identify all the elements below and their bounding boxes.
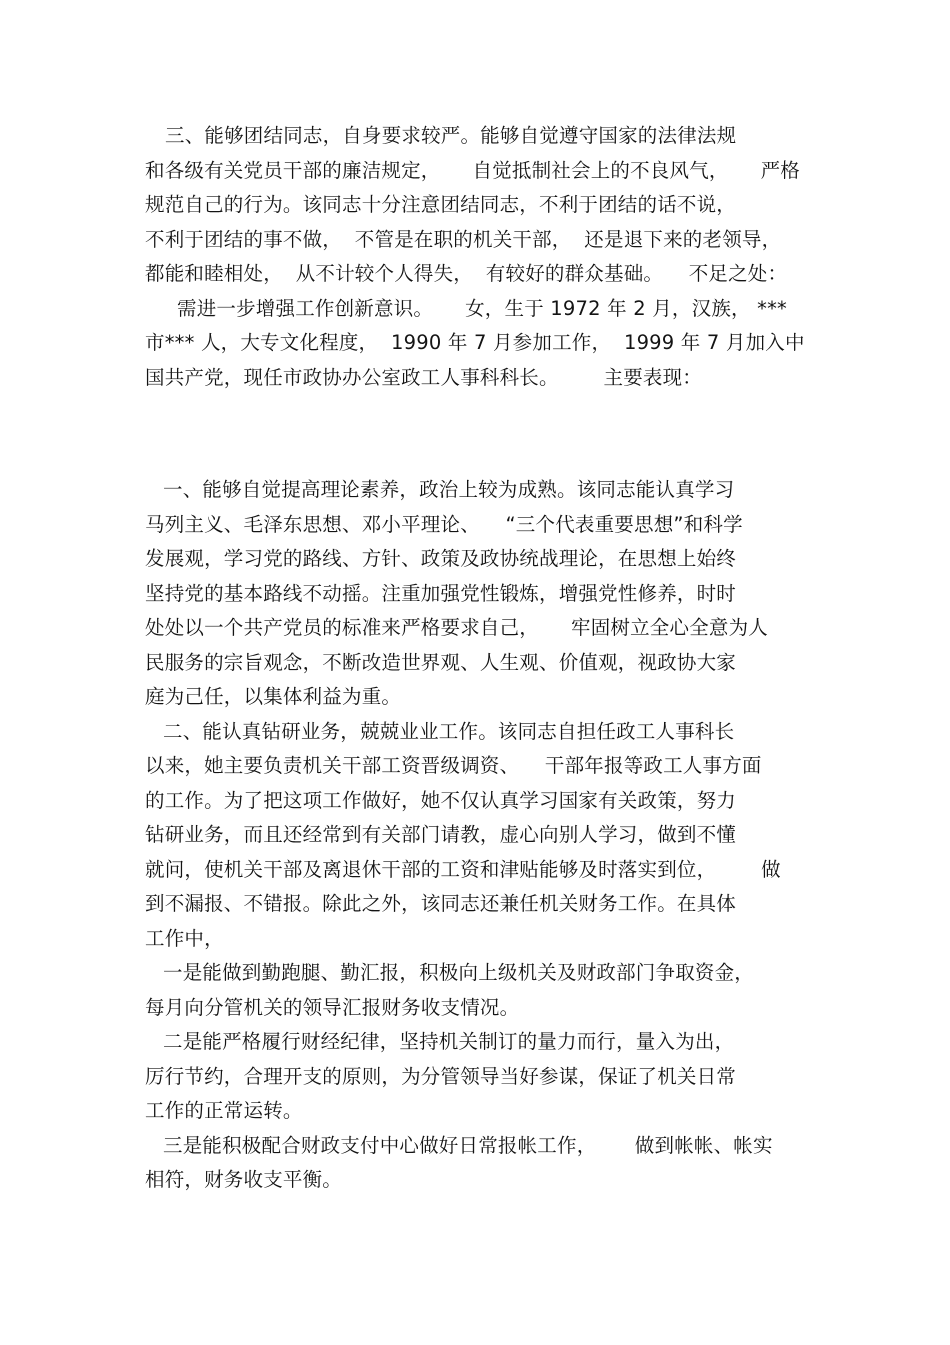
text-line: 民服务的宗旨观念，不断改造世界观、人生观、价值观，视政协大家 bbox=[145, 650, 737, 674]
text-line: 钻研业务，而且还经常到有关部门请教，虚心向别人学习，做到不懂 bbox=[145, 823, 737, 846]
text-line: 规范自己的行为。该同志十分注意团结同志，不利于团结的话不说， bbox=[145, 193, 737, 216]
text-line: 发展观，学习党的路线、方针、政策及政协统战理论，在思想上始终 bbox=[145, 547, 737, 570]
text-line: 不利于团结的事不做， 不管是在职的机关干部， 还是退下来的老领导， bbox=[145, 227, 782, 251]
text-line: 每月向分管机关的领导汇报财务收支情况。 bbox=[145, 995, 520, 1019]
text-line: 需进一步增强工作创新意识。 女，生于 1972 年 2 月，汉族， *** bbox=[177, 296, 787, 320]
text-line: 到不漏报、不错报。除此之外，该同志还兼任机关财务工作。在具体 bbox=[145, 892, 737, 915]
text-line: 坚持党的基本路线不动摇。注重加强党性锻炼，增强党性修养，时时 bbox=[145, 581, 737, 605]
text-line: 马列主义、毛泽东思想、邓小平理论、 “三个代表重要思想”和科学 bbox=[145, 512, 743, 536]
text-line: 一是能做到勤跑腿、勤汇报，积极向上级机关及财政部门争取资金， bbox=[163, 961, 755, 984]
text-line: 庭为己任，以集体利益为重。 bbox=[145, 685, 402, 708]
text-line: 厉行节约，合理开支的原则，为分管领导当好参谋，保证了机关日常 bbox=[145, 1064, 737, 1088]
text-line: 三是能积极配合财政支付中心做好日常报帐工作， 做到帐帐、帐实 bbox=[163, 1133, 773, 1157]
text-line: 国共产党，现任市政协办公室政工人事科科长。 主要表现： bbox=[145, 365, 702, 389]
text-line: 二是能严格履行财经纪律，坚持机关制订的量力而行，量入为出， bbox=[163, 1030, 735, 1053]
section-bottom-text bbox=[145, 473, 815, 1198]
text-line: 二、能认真钻研业务，兢兢业业工作。该同志自担任政工人事科长 bbox=[163, 719, 735, 743]
text-line: 处处以一个共产党员的标准来严格要求自己， 牢固树立全心全意为人 bbox=[145, 616, 768, 639]
text-line: 和各级有关党员干部的廉洁规定， 自觉抵制社会上的不良风气， 严格 bbox=[145, 158, 800, 182]
text-line: 工作中， bbox=[145, 926, 224, 950]
text-line: 三、能够团结同志，自身要求较严。能够自觉遵守国家的法律法规 bbox=[165, 124, 737, 147]
text-line: 市*** 人，大专文化程度， 1990 年 7 月参加工作， 1999 年 7 月加入中 bbox=[145, 331, 805, 354]
text-line: 就问，使机关干部及离退休干部的工资和津贴能够及时落实到位， 做 bbox=[145, 857, 781, 881]
text-line: 一、能够自觉提高理论素养，政治上较为成熟。该同志能认真学习 bbox=[163, 478, 735, 501]
text-line: 都能和睦相处， 从不计较个人得失， 有较好的群众基础。 不足之处： bbox=[145, 262, 788, 285]
text-line: 的工作。为了把这项工作做好，她不仅认真学习国家有关政策，努力 bbox=[145, 788, 737, 812]
text-line: 以来，她主要负责机关干部工资晋级调资、 干部年报等政工人事方面 bbox=[145, 754, 762, 777]
section-top-text bbox=[145, 119, 815, 395]
text-line: 工作的正常运转。 bbox=[145, 1099, 303, 1122]
text-line: 相符，财务收支平衡。 bbox=[145, 1168, 343, 1191]
